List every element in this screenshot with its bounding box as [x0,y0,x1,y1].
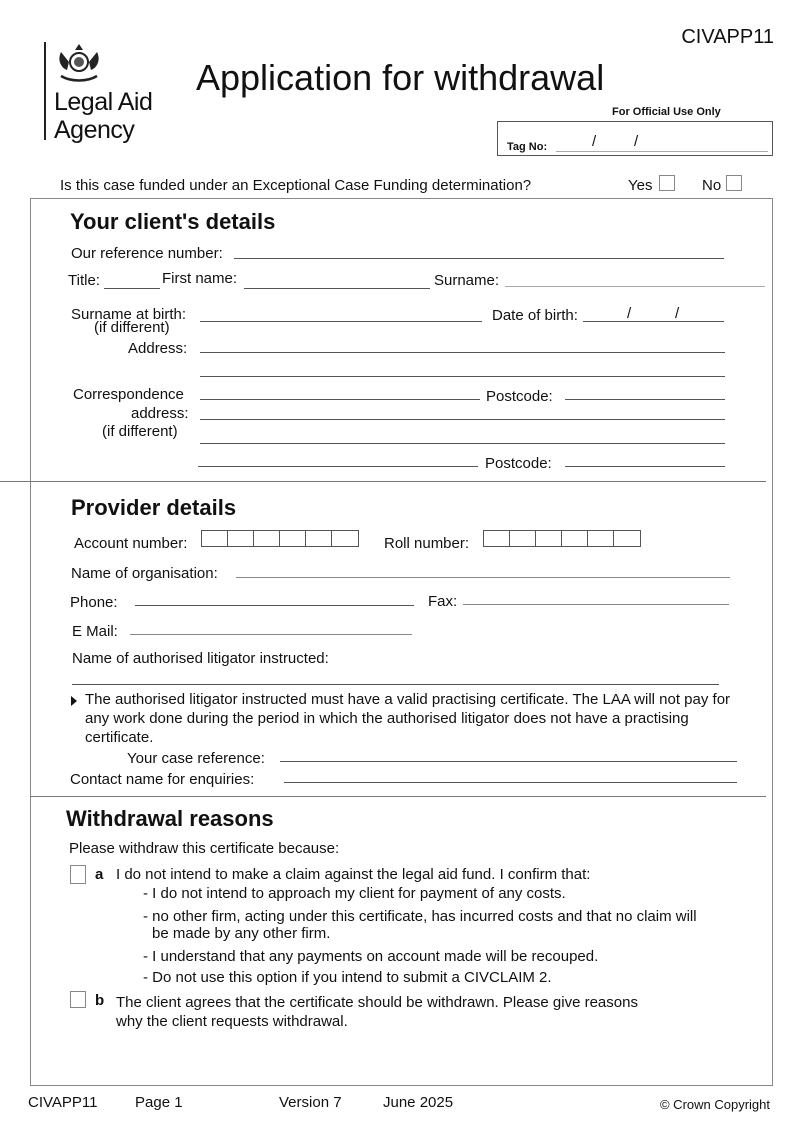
dob-label: Date of birth: [492,307,578,324]
reason-b-checkbox[interactable] [70,991,86,1008]
surname-field[interactable] [505,286,765,287]
litigator-field[interactable] [72,684,719,685]
account-number-field[interactable] [201,530,359,547]
reason-a-checkbox[interactable] [70,865,86,884]
postcode-label-2: Postcode: [485,455,552,472]
correspondence-note: (if different) [102,423,178,440]
dob-sep: / [675,305,680,322]
withdrawal-intro: Please withdraw this certificate because: [69,840,340,857]
litigator-label: Name of authorised litigator instructed: [72,650,329,667]
provider-details-heading: Provider details [71,495,237,520]
royal-coat-of-arms-icon [55,42,103,84]
dob-field[interactable] [583,321,724,322]
fax-label: Fax: [428,593,458,610]
ecf-yes-label: Yes [628,177,653,194]
fax-field[interactable] [463,604,729,605]
postcode-field-1[interactable] [565,399,725,400]
reason-a-item: - I understand that any payments on account made will be recouped. [143,948,599,965]
section-divider [30,796,766,797]
footer-copyright: © Crown Copyright [659,1097,770,1112]
footer-date: June 2025 [383,1094,454,1111]
withdrawal-reasons-heading: Withdrawal reasons [66,806,274,831]
email-label: E Mail: [72,623,118,640]
phone-label: Phone: [70,594,118,611]
litigator-note: The authorised litigator instructed must have a valid practising certificate. The LAA will not pay for any work done during the period in which the authorised litigator does not have a practising certificate. [85,691,731,746]
postcode-field-2[interactable] [565,466,725,467]
reason-b-letter: b [95,992,105,1009]
correspondence-field-4[interactable] [198,466,478,467]
account-number-label: Account number: [74,535,188,552]
reason-a-item: - Do not use this option if you intend to submit a CIVCLAIM 2. [143,969,552,986]
page-title: Application for withdrawal [196,57,605,98]
tag-sep: / [592,133,597,150]
client-details-heading: Your client's details [70,209,276,234]
our-reference-field[interactable] [234,258,724,259]
logo-text-line2: Agency [54,116,135,144]
form-code: CIVAPP11 [681,26,774,48]
correspondence-field-2[interactable] [200,419,725,420]
reason-a-item: - I do not intend to approach my client for payment of any costs. [143,885,566,902]
surname-birth-note: (if different) [94,319,170,336]
reason-a-text: I do not intend to make a claim against the legal aid fund. I confirm that: [116,866,591,883]
tag-no-label: Tag No: [507,141,548,153]
tag-sep: / [634,133,639,150]
dob-sep: / [627,305,632,322]
first-name-label: First name: [162,270,238,287]
address-field-2[interactable] [200,376,725,377]
correspondence-label-2: address: [131,405,189,422]
footer-page: Page 1 [135,1094,183,1111]
logo-text-line1: Legal Aid [54,88,153,116]
title-field[interactable] [104,288,160,289]
roll-number-field[interactable] [483,530,641,547]
title-label: Title: [68,272,100,289]
email-field[interactable] [130,634,412,635]
reason-a-item: - no other firm, acting under this certificate, has incurred costs and that no claim will [143,908,697,925]
ecf-question: Is this case funded under an Exceptional Case Funding determination? [60,177,532,194]
section-divider [0,481,766,482]
official-use-box [497,121,773,156]
surname-birth-label: Surname at birth: [71,306,187,323]
address-label: Address: [128,340,188,357]
ecf-yes-checkbox[interactable] [659,175,675,191]
case-reference-field[interactable] [280,761,737,762]
organisation-label: Name of organisation: [71,565,218,582]
contact-name-label: Contact name for enquiries: [70,771,255,788]
contact-name-field[interactable] [284,782,737,783]
case-reference-label: Your case reference: [127,750,265,767]
footer-version: Version 7 [279,1094,342,1111]
official-use-heading: For Official Use Only [612,106,721,118]
reason-b-text: The client agrees that the certificate should be withdrawn. Please give reasons [116,994,638,1011]
first-name-field[interactable] [244,288,430,289]
our-reference-label: Our reference number: [71,245,223,262]
address-field-1[interactable] [200,352,725,353]
tag-no-field[interactable] [556,151,768,152]
roll-number-label: Roll number: [384,535,470,552]
note-arrow-icon [71,696,77,706]
correspondence-label: Correspondence [73,386,184,403]
ecf-no-checkbox[interactable] [726,175,742,191]
footer-form-code: CIVAPP11 [28,1094,98,1111]
logo-rule [44,42,46,140]
correspondence-field-1[interactable] [200,399,480,400]
organisation-field[interactable] [236,577,730,578]
reason-a-item-cont: be made by any other firm. [152,925,331,942]
phone-field[interactable] [135,605,414,606]
postcode-label-1: Postcode: [486,388,553,405]
reason-b-text-2: why the client requests withdrawal. [116,1013,348,1030]
ecf-no-label: No [702,177,722,194]
surname-label: Surname: [434,272,500,289]
surname-birth-field[interactable] [200,321,482,322]
reason-a-letter: a [95,866,104,883]
correspondence-field-3[interactable] [200,443,725,444]
